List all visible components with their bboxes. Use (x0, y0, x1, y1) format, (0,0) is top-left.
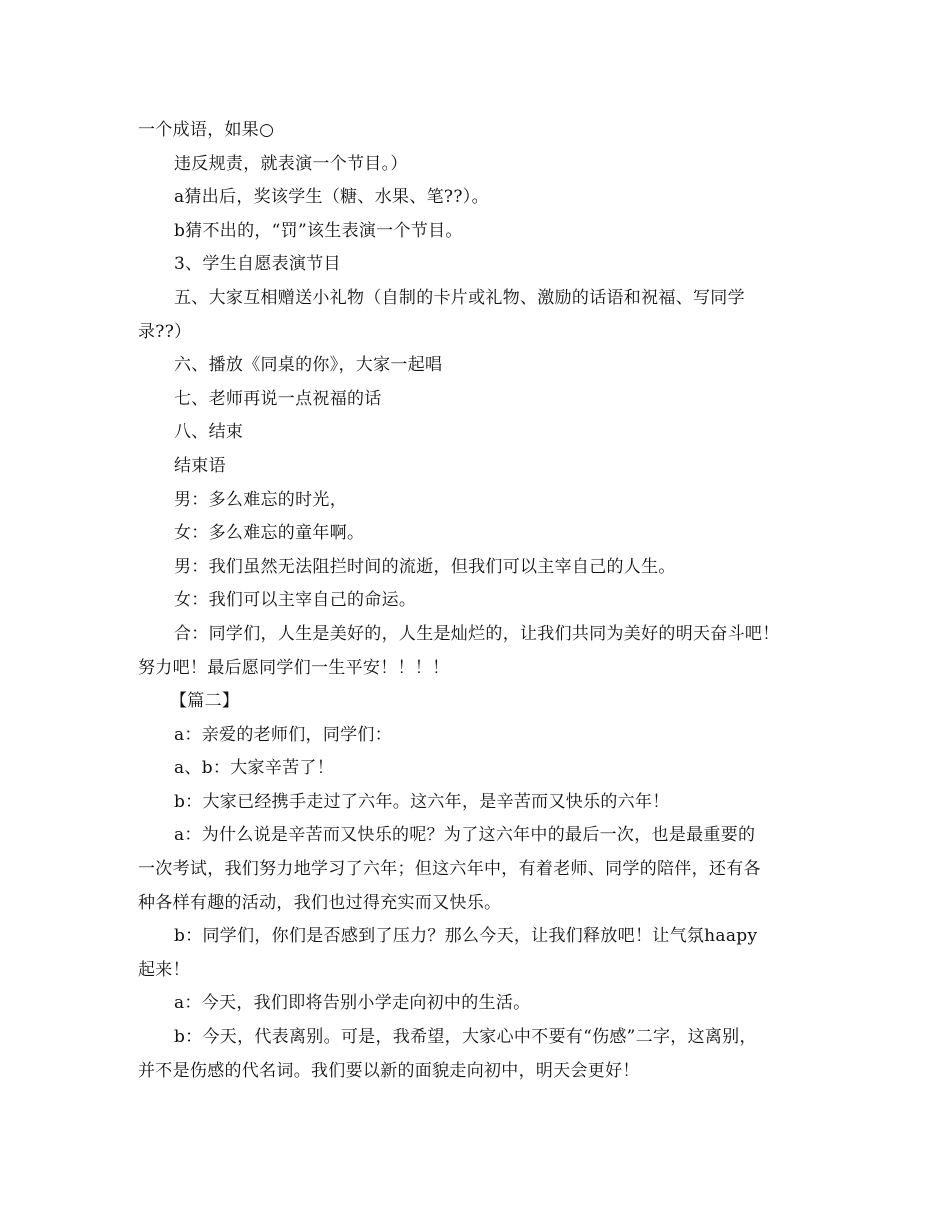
document-body (138, 114, 828, 1088)
paragraph-line: 女：多么难忘的童年啊。 (174, 523, 365, 544)
paragraph-line: a：今天，我们即将告别小学走向初中的生活。 (174, 993, 531, 1014)
paragraph-line: 六、播放《同桌的你》，大家一起唱 (174, 355, 443, 376)
paragraph-line: 合：同学们，人生是美好的，人生是灿烂的，让我们共同为美好的明天奋斗吧！ (174, 623, 780, 644)
paragraph-line: 并不是伤感的代名词。我们要以新的面貌走向初中，明天会更好！ (138, 1060, 640, 1081)
paragraph-line: 男：我们虽然无法阻拦时间的流逝，但我们可以主宰自己的人生。 (174, 556, 676, 577)
paragraph-line: 五、大家互相赠送小礼物（自制的卡片或礼物、激励的话语和祝福、写同学 (174, 287, 745, 308)
paragraph-line: b：大家已经携手走过了六年。这六年，是辛苦而又快乐的六年！ (174, 791, 670, 812)
paragraph-line: b：同学们，你们是否感到了压力？那么今天，让我们释放吧！让气氛haapy (174, 926, 758, 947)
paragraph-line: 努力吧！最后愿同学们一生平安！！！！ (138, 657, 450, 678)
paragraph-line: a：为什么说是辛苦而又快乐的呢？为了这六年中的最后一次，也是最重要的 (174, 825, 756, 846)
paragraph-line: 一次考试，我们努力地学习了六年；但这六年中，有着老师、同学的陪伴，还有各 (138, 859, 761, 880)
paragraph-line: 【篇二】 (170, 691, 240, 712)
paragraph-line: 录??） (138, 321, 192, 342)
paragraph-line: 违反规责，就表演一个节目。） (174, 153, 408, 174)
paragraph-line: 结束语 (174, 455, 226, 476)
paragraph-line: 女：我们可以主宰自己的命运。 (174, 590, 417, 611)
paragraph-line: a：亲爱的老师们，同学们： (174, 724, 393, 745)
paragraph-line: b猜不出的，“罚”该生表演一个节目。 (174, 220, 463, 241)
paragraph-line: 八、结束 (174, 422, 244, 443)
paragraph-line: a、b：大家辛苦了！ (174, 758, 335, 779)
paragraph-line: a猜出后，奖该学生（糖、水果、笔??）。 (174, 187, 489, 208)
paragraph-line: 七、老师再说一点祝福的话 (174, 388, 382, 409)
paragraph-line: b：今天，代表离别。可是，我希望，大家心中不要有“伤感”二字，这离别， (174, 1027, 757, 1048)
paragraph-line: 种各样有趣的活动，我们也过得充实而又快乐。 (138, 892, 502, 913)
paragraph-line: 男：多么难忘的时光， (174, 489, 347, 510)
paragraph-line: 3、学生自愿表演节目 (174, 254, 341, 275)
paragraph-line: 一个成语，如果○ (138, 120, 275, 140)
paragraph-line: 起来！ (138, 959, 190, 980)
